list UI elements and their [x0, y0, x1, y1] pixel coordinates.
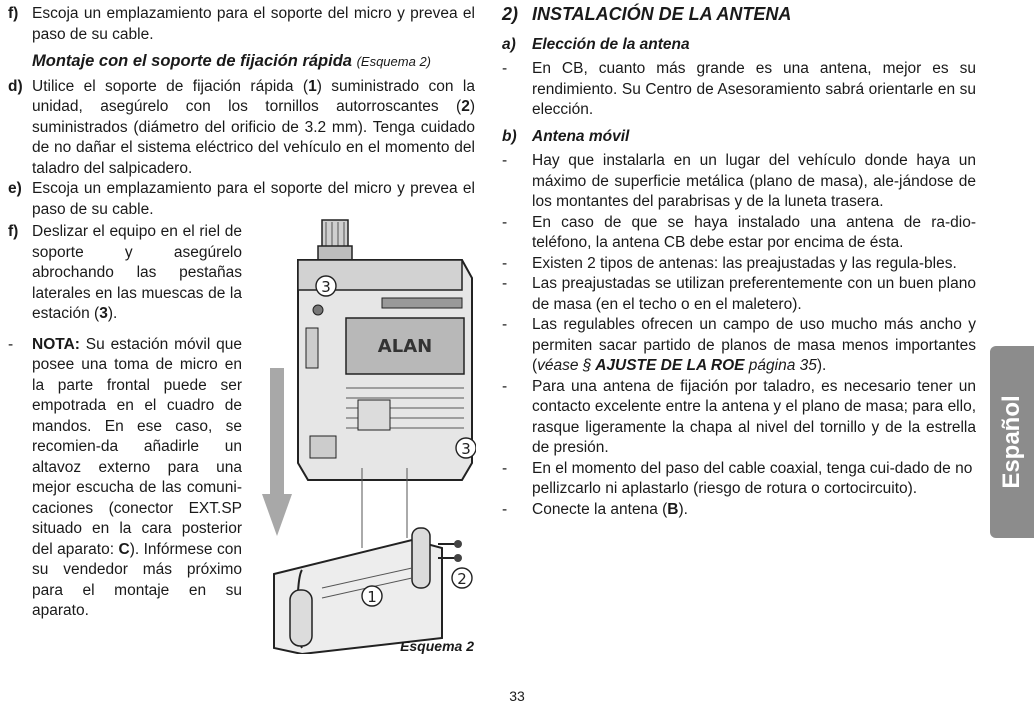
nota-text-2: ). Infórmese con su vendedor más próximo para el montaje en su aparato. — [32, 540, 242, 619]
connector-ref-c: C — [118, 540, 130, 558]
language-tab-label: Español — [998, 395, 1025, 489]
connect-text: Conecte la antena ( — [532, 500, 668, 518]
step-f-mic-location — [8, 4, 475, 45]
connector-ref-b: B — [667, 500, 679, 518]
callout-3a-label: 3 — [321, 278, 331, 296]
list-item-text: Para una antena de fijación por taladro, es necesario tener un contacto excelente entre la antena y el plano de masa; para ello, rasque ligeramente la chapa al nivel del tornillo y de la estrella de presión. — [532, 377, 976, 456]
subsection-a-title — [502, 35, 976, 56]
list-item-text: Las preajustadas se utilizan preferentemente con un buen plano de masa (en el techo o en el maletero). — [532, 275, 976, 313]
roe-see: véase § — [537, 357, 592, 374]
subtitle-text: Montaje con el soporte de fijación rápida — [32, 52, 352, 70]
list-item — [502, 59, 976, 121]
bullet-dash: - — [502, 500, 508, 518]
bullet-dash: - — [502, 275, 508, 292]
list-item — [502, 459, 976, 500]
section-heading — [502, 4, 976, 25]
bullet-dash: - — [502, 316, 508, 333]
list-item — [502, 274, 976, 315]
step-d — [8, 77, 475, 180]
bullet-dash: - — [502, 213, 508, 231]
section-subtitle — [32, 51, 475, 73]
list-item-text: Existen 2 tipos de antenas: las preajustadas y las regula-bles. — [532, 254, 957, 272]
nota-dash: - — [8, 335, 14, 353]
callout-ref-1: 1 — [308, 77, 317, 95]
heading-text: INSTALACIÓN DE LA ANTENA — [532, 4, 792, 24]
right-column — [502, 4, 976, 520]
list-item — [502, 213, 976, 254]
list-item — [502, 151, 976, 213]
callout-2-label: 2 — [457, 570, 467, 588]
roe-text: Las regulables ofrecen un campo de uso mucho más ancho y permiten sacar partido de planos de masa menos importantes ( — [532, 316, 976, 374]
subsection-label: b) — [502, 127, 517, 145]
language-tab — [990, 346, 1034, 538]
list-item — [502, 377, 976, 459]
subsection-b-title — [502, 127, 976, 148]
callout-3b-label: 3 — [461, 440, 471, 458]
subsection-text: Antena móvil — [532, 127, 630, 145]
list-item-text: En el momento del paso del cable coaxial, tenga cui-dado de no pellizcarlo ni aplastarlo (riesgo de rotura o cortocircuito). — [532, 459, 973, 497]
step-f2-text-1: Deslizar el equipo en el riel de soporte y asegúrelo abrochando las pestañas laterales en las muescas de la estación ( — [32, 223, 242, 322]
list-item-text: En CB, cuanto más grande es una antena, mejor es su rendimiento. Su Centro de Asesoramiento sabrá orientarle en su elección. — [532, 60, 976, 118]
roe-reference: AJUSTE DE LA ROE — [591, 357, 749, 374]
nota-block — [8, 335, 242, 622]
callout-ref-3: 3 — [99, 305, 108, 322]
step-label: f) — [8, 223, 19, 240]
bullet-dash: - — [502, 152, 508, 169]
step-label: f) — [8, 5, 19, 22]
nota-text-1: Su estación móvil que posee una toma de micro en la parte frontal puede ser empotrada en el cuadro de mandos. En ese caso, se recomien-da añadirle un altavoz externo para una mejor escucha de las comuni-caciones (conector EXT.SP situado en la cara posterior del aparato: — [32, 335, 242, 558]
step-d-text-2: ) suministrado con la unidad, asegúrelo con los tornillos autorroscantes ( — [32, 77, 475, 115]
radio-mount-illustration — [262, 218, 476, 654]
callout-ref-2: 2 — [461, 98, 470, 115]
bullet-dash: - — [502, 254, 508, 272]
heading-number: 2) — [502, 4, 519, 24]
slide-arrow-icon — [262, 494, 292, 536]
roe-page: página 35 — [748, 357, 817, 374]
step-e — [8, 179, 475, 220]
step-d-text-1: Utilice el soporte de fijación rápida ( — [32, 77, 309, 95]
connect-end: ). — [678, 500, 688, 518]
page-number: 33 — [509, 688, 525, 704]
bullet-dash: - — [502, 459, 508, 477]
step-label: e) — [8, 180, 22, 197]
step-text: Escoja un emplazamiento para el soporte del micro y prevea el paso de su cable. — [32, 5, 475, 43]
list-item — [502, 500, 976, 521]
step-label: d) — [8, 77, 23, 95]
step-f-slide — [8, 222, 242, 325]
subtitle-ref: (Esquema 2) — [356, 54, 431, 69]
diagram-esquema-2 — [262, 218, 476, 654]
list-item-text: En caso de que se haya instalado una antena de ra-dio-teléfono, la antena CB debe estar por encima de ésta. — [532, 213, 976, 251]
callout-1-label: 1 — [367, 588, 377, 606]
step-d-text-3: ) suministrados (diámetro del orificio de 3.2 mm). Tenga cuidado de no dañar el sistema eléctrico del vehículo en el momento del taladro del salpicadero. — [32, 98, 475, 177]
slide-arrow-shaft — [270, 368, 284, 498]
bullet-dash: - — [502, 377, 508, 395]
subsection-text: Elección de la antena — [532, 35, 690, 53]
roe-end: ). — [816, 357, 827, 374]
figure-caption: Esquema 2 — [400, 638, 474, 654]
list-item-text: Hay que instalarla en un lugar del vehículo donde haya un máximo de superficie metálica (plano de masa), ale-jándose de los montantes del parabrisas y de la luneta trasera. — [532, 152, 976, 210]
step-f2-text-2: ). — [107, 305, 118, 322]
list-item — [502, 254, 976, 275]
list-item — [502, 315, 976, 377]
bullet-dash: - — [502, 60, 508, 77]
nota-label: NOTA: — [32, 335, 80, 353]
device-brand: ALAN — [377, 336, 433, 357]
step-e-text: Escoja un emplazamiento para el soporte del micro y prevea el paso de su cable. — [32, 180, 475, 218]
subsection-label: a) — [502, 35, 516, 53]
